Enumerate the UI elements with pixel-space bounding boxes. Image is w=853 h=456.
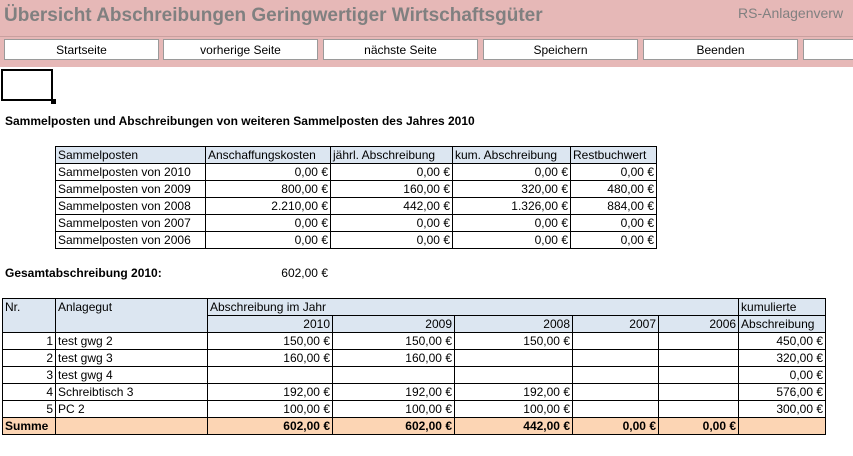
cell[interactable]: 192,00 € — [333, 384, 455, 401]
column-header: Sammelposten — [56, 147, 206, 164]
column-header: Restbuchwert — [571, 147, 657, 164]
cell[interactable]: 0,00 € — [206, 164, 331, 181]
table-header-row — [56, 147, 657, 164]
section-heading: Sammelposten und Abschreibungen von weiteren Sammelposten des Jahres 2010 — [5, 114, 475, 128]
cell[interactable]: Sammelposten von 2010 — [56, 164, 206, 181]
cell[interactable] — [455, 367, 573, 384]
cell[interactable]: 884,00 € — [571, 198, 657, 215]
cell[interactable]: 320,00 € — [739, 350, 826, 367]
cell[interactable]: 0,00 € — [453, 215, 571, 232]
cell[interactable]: Schreibtisch 3 — [56, 384, 208, 401]
page-title: Übersicht Abschreibungen Geringwertiger Wirtschaftsgüter — [4, 5, 543, 26]
cell[interactable]: 442,00 € — [331, 198, 453, 215]
cell[interactable] — [56, 418, 208, 435]
cell[interactable]: 320,00 € — [453, 181, 571, 198]
sum-cell[interactable]: 0,00 € — [659, 418, 739, 435]
column-header: jährl. Abschreibung — [331, 147, 453, 164]
cell[interactable] — [573, 384, 659, 401]
gwg-table — [2, 298, 826, 435]
extra-nav-button[interactable] — [803, 39, 853, 60]
cell[interactable] — [333, 367, 455, 384]
cell[interactable]: 0,00 € — [571, 215, 657, 232]
cell[interactable]: 0,00 € — [331, 232, 453, 249]
cell[interactable]: 150,00 € — [208, 333, 333, 350]
table-row — [3, 350, 826, 367]
column-header: Abschreibung im Jahr — [208, 299, 739, 316]
sammelposten-table — [55, 146, 657, 249]
table-header-row — [3, 299, 826, 316]
table-row — [56, 198, 657, 215]
cell[interactable]: Sammelposten von 2006 — [56, 232, 206, 249]
cell[interactable]: test gwg 4 — [56, 367, 208, 384]
cell[interactable] — [573, 350, 659, 367]
cell[interactable]: PC 2 — [56, 401, 208, 418]
cell[interactable]: 100,00 € — [208, 401, 333, 418]
sum-row — [3, 418, 826, 435]
cell[interactable]: 150,00 € — [333, 333, 455, 350]
cell[interactable]: Sammelposten von 2007 — [56, 215, 206, 232]
cell[interactable]: 480,00 € — [571, 181, 657, 198]
cell[interactable] — [573, 367, 659, 384]
cell[interactable]: 300,00 € — [739, 401, 826, 418]
cell[interactable]: 450,00 € — [739, 333, 826, 350]
year-header: 2008 — [455, 316, 573, 333]
cell[interactable]: test gwg 2 — [56, 333, 208, 350]
table-row — [3, 401, 826, 418]
cell[interactable] — [659, 401, 739, 418]
table-row — [3, 333, 826, 350]
cell[interactable]: 0,00 € — [206, 215, 331, 232]
year-header: 2010 — [208, 316, 333, 333]
cell[interactable] — [659, 367, 739, 384]
cell[interactable]: Sammelposten von 2008 — [56, 198, 206, 215]
quit-button[interactable]: Beenden — [643, 39, 798, 60]
cell[interactable] — [573, 401, 659, 418]
cell[interactable]: 3 — [3, 367, 56, 384]
cell[interactable] — [573, 333, 659, 350]
total-value: 602,00 € — [281, 266, 328, 280]
cell[interactable]: 0,00 € — [571, 232, 657, 249]
table-row — [56, 164, 657, 181]
cell[interactable]: 0,00 € — [739, 367, 826, 384]
cell[interactable]: 0,00 € — [453, 232, 571, 249]
cell[interactable]: 0,00 € — [206, 232, 331, 249]
cell[interactable]: Sammelposten von 2009 — [56, 181, 206, 198]
table-row — [3, 384, 826, 401]
active-cell-cursor[interactable] — [1, 69, 53, 101]
cell[interactable]: 5 — [3, 401, 56, 418]
column-header: Anlagegut — [56, 299, 208, 333]
table-row — [56, 232, 657, 249]
sum-cell[interactable]: 602,00 € — [333, 418, 455, 435]
cell[interactable]: 192,00 € — [208, 384, 333, 401]
cell[interactable] — [659, 333, 739, 350]
cell[interactable]: 0,00 € — [571, 164, 657, 181]
sum-cell[interactable] — [739, 418, 826, 435]
cell[interactable]: 160,00 € — [333, 350, 455, 367]
cell[interactable]: 1 — [3, 333, 56, 350]
cell[interactable] — [455, 350, 573, 367]
sum-cell[interactable]: 0,00 € — [573, 418, 659, 435]
cell[interactable]: 2 — [3, 350, 56, 367]
total-label: Gesamtabschreibung 2010: — [5, 266, 162, 280]
cell[interactable]: 576,00 € — [739, 384, 826, 401]
column-header: kum. Abschreibung — [453, 147, 571, 164]
cell[interactable]: 800,00 € — [206, 181, 331, 198]
cell[interactable]: 2.210,00 € — [206, 198, 331, 215]
year-header: 2009 — [333, 316, 455, 333]
cell[interactable] — [659, 384, 739, 401]
column-header: Nr. — [3, 299, 56, 333]
sum-label[interactable]: Summe — [3, 418, 56, 435]
cell[interactable]: 1.326,00 € — [453, 198, 571, 215]
previous-page-button[interactable]: vorherige Seite — [163, 39, 318, 60]
column-header: Anschaffungskosten — [206, 147, 331, 164]
next-page-button[interactable]: nächste Seite — [323, 39, 478, 60]
cell[interactable]: 150,00 € — [455, 333, 573, 350]
cell[interactable]: 160,00 € — [331, 181, 453, 198]
table-row — [56, 215, 657, 232]
cell[interactable]: 192,00 € — [455, 384, 573, 401]
year-header: 2006 — [659, 316, 739, 333]
column-header: kumulierte — [739, 299, 826, 316]
cell[interactable]: 100,00 € — [333, 401, 455, 418]
save-button[interactable]: Speichern — [483, 39, 638, 60]
start-page-button[interactable]: Startseite — [4, 39, 159, 60]
column-header: Abschreibung — [739, 316, 826, 333]
cell[interactable]: test gwg 3 — [56, 350, 208, 367]
sum-cell[interactable]: 442,00 € — [455, 418, 573, 435]
cell[interactable]: 0,00 € — [453, 164, 571, 181]
app-name: RS-Anlagenverw — [738, 5, 844, 21]
cell[interactable]: 0,00 € — [331, 164, 453, 181]
cell[interactable] — [659, 350, 739, 367]
cell[interactable]: 4 — [3, 384, 56, 401]
table-row — [3, 367, 826, 384]
cell[interactable]: 100,00 € — [455, 401, 573, 418]
cell[interactable]: 0,00 € — [331, 215, 453, 232]
cell[interactable] — [208, 367, 333, 384]
table-row — [56, 181, 657, 198]
year-header: 2007 — [573, 316, 659, 333]
sum-cell[interactable]: 602,00 € — [208, 418, 333, 435]
cell[interactable]: 160,00 € — [208, 350, 333, 367]
fill-handle[interactable] — [51, 99, 56, 104]
